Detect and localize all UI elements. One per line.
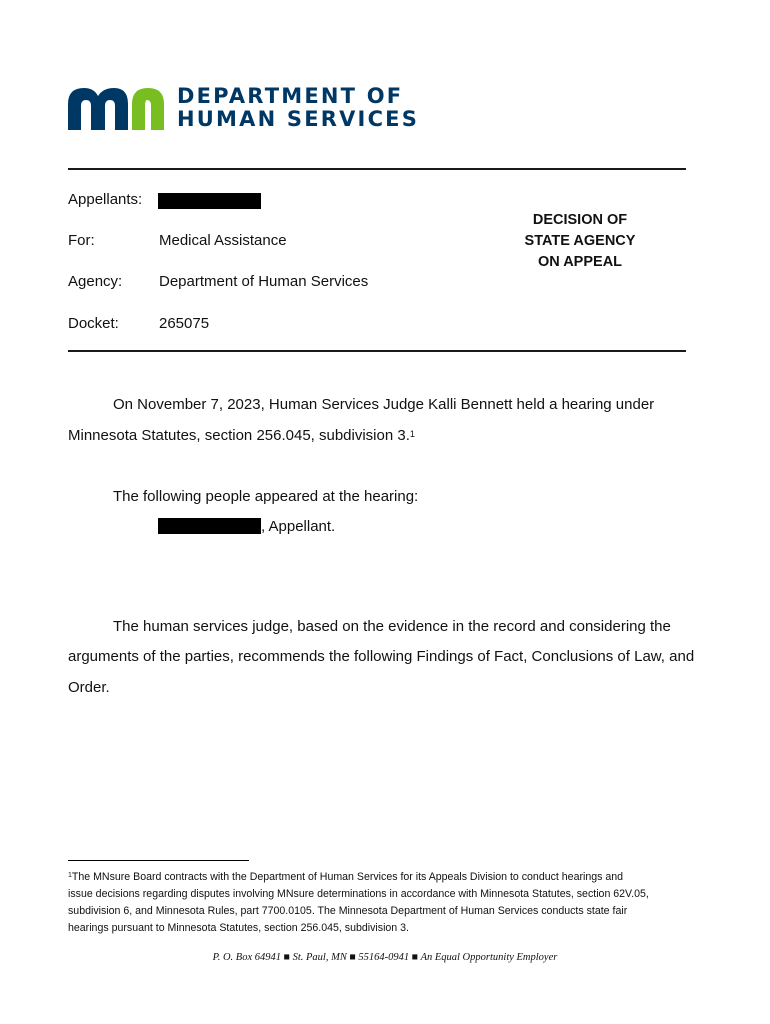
recommendation-line3: Order.	[68, 679, 110, 696]
org-name-line1: DEPARTMENT OF	[177, 84, 404, 108]
footnote-divider	[68, 860, 249, 861]
top-divider	[68, 168, 686, 170]
footnote-number: 1	[68, 872, 72, 879]
statute-citation: Minnesota Statutes, section 256.045, subdivision 3.	[68, 427, 410, 444]
appellant-suffix: , Appellant.	[261, 518, 336, 535]
footnote-line4: hearings pursuant to Minnesota Statutes, section 256.045, subdivision 3.	[68, 922, 409, 934]
docket-value: 265075	[159, 315, 210, 332]
decision-title	[500, 210, 660, 273]
appellant-appearance	[158, 518, 335, 536]
footnote-line2: issue decisions regarding disputes involving MNsure determinations in accordance with Minnesota Statutes, section 62V.05,	[68, 888, 649, 900]
decision-title-line2: STATE AGENCY	[524, 233, 636, 249]
appearance-intro: The following people appeared at the hearing:	[113, 488, 419, 505]
docket-label: Docket:	[68, 315, 119, 332]
for-label: For:	[68, 232, 95, 249]
mn-logo-icon	[68, 86, 164, 130]
recommendation-line1: The human services judge, based on the evidence in the record and considering the	[113, 618, 671, 635]
decision-title-line3: ON APPEAL	[537, 254, 623, 270]
decision-title-line1: DECISION OF	[532, 212, 628, 228]
hearing-paragraph-line1: On November 7, 2023, Human Services Judge Kalli Bennett held a hearing under	[113, 396, 655, 413]
bottom-divider	[68, 350, 686, 352]
appellants-label: Appellants:	[68, 191, 143, 208]
department-logo-text	[177, 85, 419, 131]
footnote	[68, 869, 708, 937]
for-value: Medical Assistance	[159, 232, 287, 249]
recommendation-line2: arguments of the parties, recommends the following Findings of Fact, Conclusions of Law, and	[68, 648, 695, 665]
agency-value: Department of Human Services	[159, 273, 369, 290]
hearing-paragraph-line2	[68, 427, 415, 445]
agency-label: Agency:	[68, 273, 123, 290]
appellant-name-redaction	[158, 193, 261, 209]
footnote-reference: 1	[409, 429, 415, 439]
org-name-line2: HUMAN SERVICES	[177, 107, 420, 131]
footnote-line3: subdivision 6, and Minnesota Rules, part 7700.0105. The Minnesota Department of Human Services conducts state fair	[68, 905, 628, 917]
footnote-line1: $^1$The MNsure Board contracts with the Department of Human Services for its Appeals Division to conduct hearings and	[68, 871, 624, 883]
address-footer: P. O. Box 64941 ■ St. Paul, MN ■ 55164-0941 ■ An Equal Opportunity Employer	[212, 952, 558, 963]
appearance-name-redaction	[158, 518, 261, 534]
